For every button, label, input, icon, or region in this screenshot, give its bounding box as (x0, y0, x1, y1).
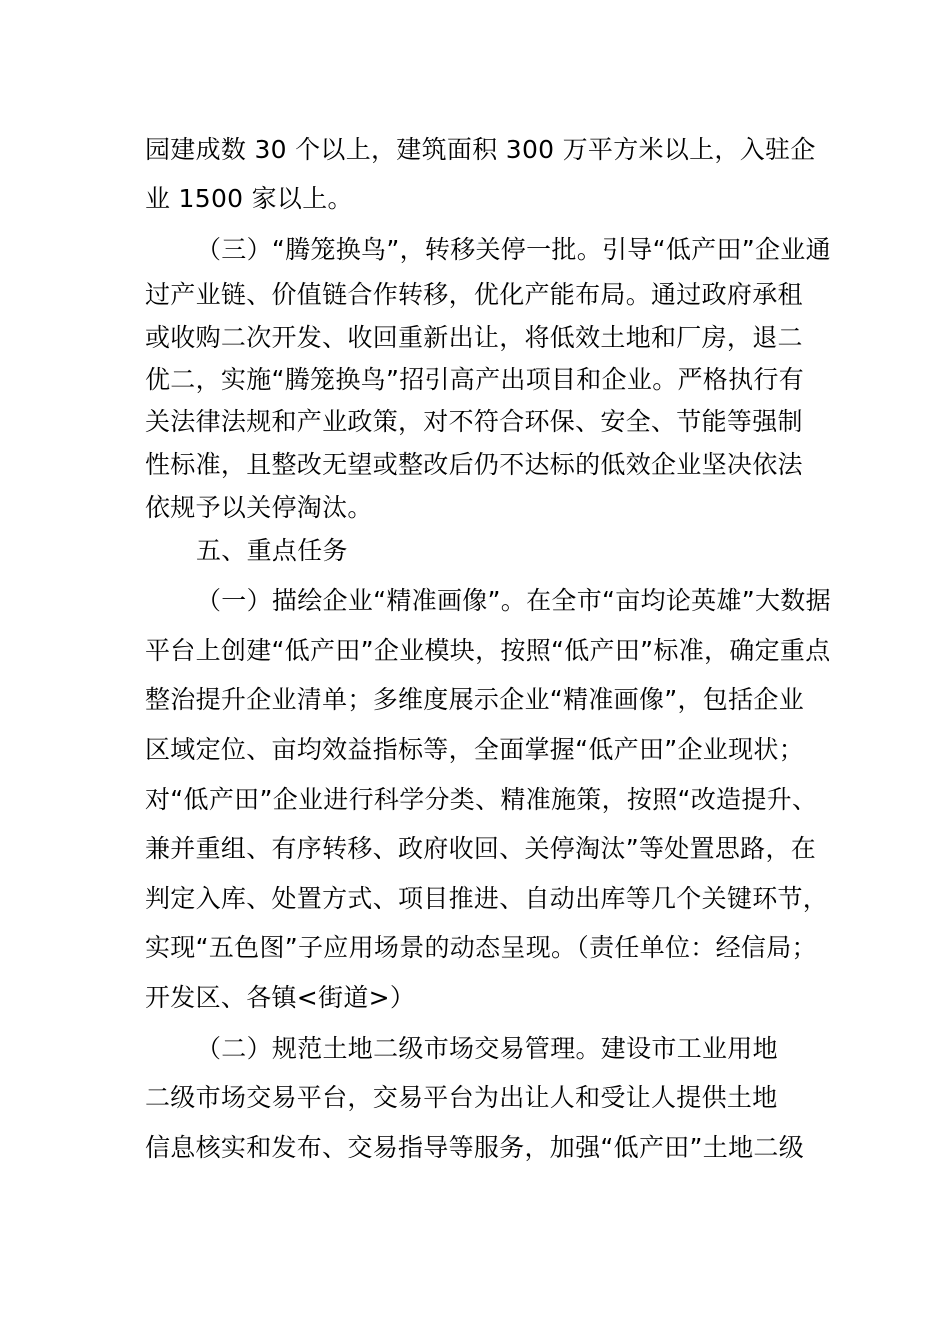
text-line: 关法律法规和产业政策，对不符合环保、安全、节能等强制 (145, 407, 803, 436)
subsection-heading-one: （一）描绘企业“精准画像”。在全市“亩均论英雄”大数据 (196, 586, 831, 615)
text-line: 对“低产田”企业进行科学分类、精准施策，按照“改造提升、 (145, 785, 818, 814)
text-line: 区域定位、亩均效益指标等，全面掌握“低产田”企业现状； (145, 735, 805, 764)
text-line: 信息核实和发布、交易指导等服务，加强“低产田”土地二级 (145, 1133, 805, 1162)
text-line: 实现“五色图”子应用场景的动态呈现。（责任单位：经信局； (145, 933, 817, 962)
subsection-heading-two: （二）规范土地二级市场交易管理。建设市工业用地 (196, 1034, 778, 1063)
text-line: 优二，实施“腾笼换鸟”招引高产出项目和企业。严格执行有 (145, 365, 805, 394)
text-line: 兼并重组、有序转移、政府收回、关停淘汰”等处置思路，在 (145, 834, 817, 863)
text-line: 二级市场交易平台，交易平台为出让人和受让人提供土地 (145, 1083, 778, 1112)
text-line: 性标准，且整改无望或整改后仍不达标的低效企业坚决依法 (145, 450, 803, 479)
text-line: 园建成数 30 个以上，建筑面积 300 万平方米以上，入驻企 (145, 135, 816, 164)
text-line: 依规予以关停淘汰。 (145, 493, 373, 522)
text-line: 整治提升企业清单；多维度展示企业“精准画像”，包括企业 (145, 685, 805, 714)
text-line: 过产业链、价值链合作转移，优化产能布局。通过政府承租 (145, 280, 803, 309)
text-line: 判定入库、处置方式、项目推进、自动出库等几个关键环节， (145, 884, 829, 913)
text-line: 或收购二次开发、收回重新出让，将低效土地和厂房，退二 (145, 323, 803, 352)
section-title: 五、重点任务 (196, 536, 348, 565)
text-line: 开发区、各镇<街道>） (145, 983, 416, 1012)
text-line: 平台上创建“低产田”企业模块，按照“低产田”标准，确定重点 (145, 636, 831, 665)
section-heading-three: （三）“腾笼换鸟”，转移关停一批。引导“低产田”企业通 (196, 235, 831, 264)
text-line: 业 1500 家以上。 (145, 184, 353, 213)
